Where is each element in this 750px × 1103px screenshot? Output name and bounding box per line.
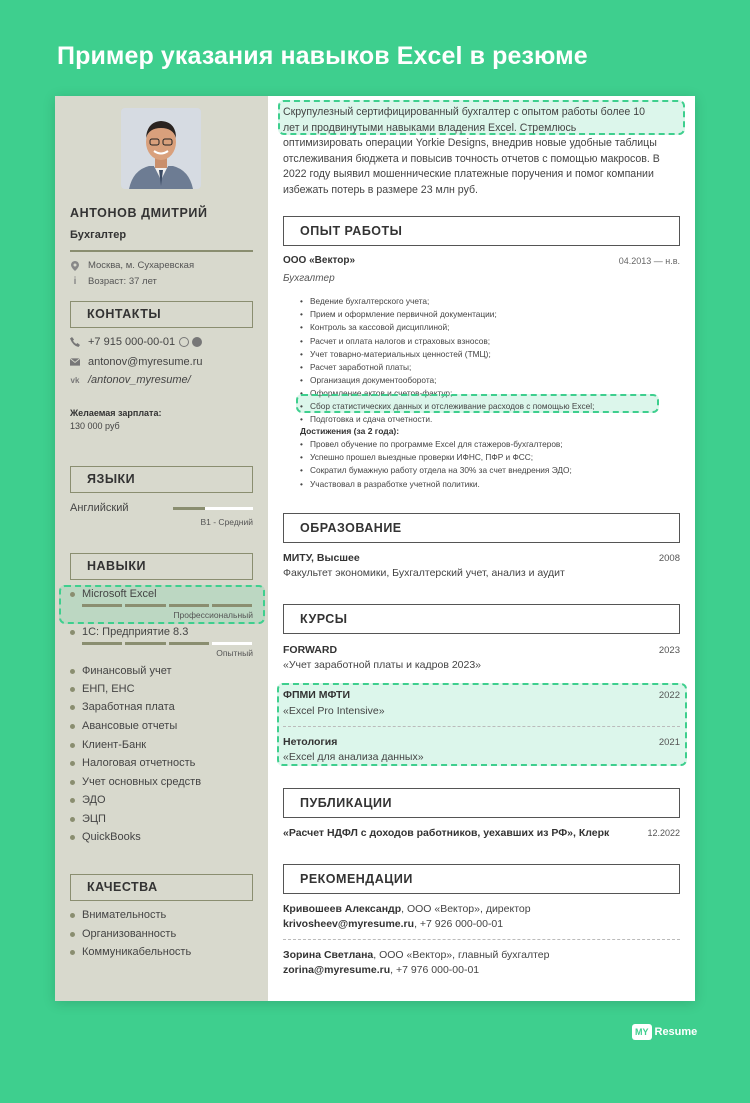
bullet-icon (70, 592, 75, 597)
skill-level: Профессиональный (173, 610, 253, 620)
skill-name: Учет основных средств (82, 776, 202, 788)
achievement-item: • Участвовал в разработке учетной политики. (300, 478, 572, 491)
age-row (70, 276, 157, 287)
resume-sidebar (55, 96, 268, 1001)
recommender-name: Зорина Светлана (283, 949, 374, 961)
summary-text: оптимизировать операции Yorkie Designs, внедрив новые удобные таблицы отслеживания бюджета и повысив точность отчетов с помощью макросов. В 2022 году выявил мошеннические платежные поручения и помог компании избежать потерь в размере 23 млн руб. (283, 137, 660, 196)
bullet-icon (70, 669, 75, 674)
bullet-icon (70, 761, 75, 766)
duty-item: • Контроль за кассовой дисциплиной; (300, 321, 497, 334)
recommender-email[interactable]: krivosheev@myresume.ru (283, 918, 415, 930)
quality-item (70, 928, 176, 940)
skill-name: QuickBooks (82, 831, 141, 843)
achievements-label: Достижения (за 2 года): (300, 426, 400, 436)
skill-name: ЭЦП (82, 813, 106, 825)
skill-item (70, 665, 172, 677)
language-name: Английский (70, 502, 129, 514)
course-org: Нетология (283, 736, 338, 748)
skill-level-segment (82, 642, 122, 645)
quality-name: Коммуникабельность (82, 946, 192, 958)
education-year: 2008 (658, 553, 680, 564)
logo-text: Resume (654, 1026, 698, 1038)
candidate-role: Бухгалтер (70, 229, 127, 241)
divider (70, 250, 253, 252)
skill-level-segment (169, 604, 209, 607)
contacts-heading: КОНТАКТЫ (70, 301, 253, 328)
recommender-phone: , +7 926 000-00-01 (414, 918, 504, 930)
bullet-icon (70, 913, 75, 918)
skill-name: Заработная плата (82, 701, 175, 713)
bullet-icon (70, 743, 75, 748)
duty-item: • Организация документооборота; (300, 374, 497, 387)
myresume-logo[interactable] (632, 1024, 697, 1040)
quality-item (70, 909, 166, 921)
skill-item (70, 683, 135, 695)
vk-icon: vk (70, 375, 80, 385)
qualities-heading: КАЧЕСТВА (70, 874, 253, 901)
summary-line: лет и продвинутыми навыками владения Excel. Стремлюсь (283, 121, 577, 134)
language-level-bar (173, 507, 253, 510)
skill-item (70, 794, 106, 806)
recommender-name: Кривошеев Александр (283, 903, 402, 915)
email-text[interactable]: antonov@myresume.ru (88, 356, 203, 368)
duty-item: • Расчет заработной платы; (300, 361, 497, 374)
course-org: FORWARD (283, 644, 338, 656)
skill-level-segment (212, 604, 252, 607)
resume-card (55, 96, 695, 1001)
recommendations-heading: РЕКОМЕНДАЦИИ (283, 864, 680, 894)
education-school: МИТУ, Высшее (283, 552, 360, 564)
vk-row (70, 374, 191, 386)
bullet-icon (70, 950, 75, 955)
education-heading: ОБРАЗОВАНИЕ (283, 513, 680, 543)
resume-main (268, 96, 695, 1001)
summary (283, 105, 683, 198)
email-icon (70, 357, 80, 367)
skill-item (70, 626, 188, 638)
skill-item (70, 776, 201, 788)
age-text: Возраст: 37 лет (88, 276, 157, 287)
duty-item: • Ведение бухгалтерского учета; (300, 295, 497, 308)
job-position: Бухгалтер (283, 273, 335, 284)
education-spec: Факультет экономики, Бухгалтерский учет, анализ и аудит (283, 567, 565, 579)
vk-text[interactable]: /antonov_myresume/ (88, 374, 191, 386)
location-pin-icon (70, 261, 80, 271)
bullet-icon (70, 798, 75, 803)
skill-level-bar (82, 642, 252, 645)
quality-item (70, 946, 191, 958)
bullet-icon (70, 724, 75, 729)
whatsapp-icon[interactable] (179, 337, 189, 347)
skill-item (70, 757, 195, 769)
duty-item: • Прием и оформление первичной документации; (300, 308, 497, 321)
skill-level: Опытный (216, 648, 253, 658)
recommender-email[interactable]: zorina@myresume.ru (283, 964, 391, 976)
skills-heading: НАВЫКИ (70, 553, 253, 580)
phone-row (70, 336, 202, 348)
skill-name: Microsoft Excel (82, 588, 157, 600)
bullet-icon (70, 630, 75, 635)
skill-level-segment (169, 642, 209, 645)
page-title: Пример указания навыков Excel в резюме (57, 42, 588, 70)
skill-name: ЕНП, ЕНС (82, 683, 135, 695)
phone-text[interactable]: +7 915 000-00-01 (88, 336, 176, 348)
publication-title: «Расчет НДФЛ с доходов работников, уехавших из РФ», Клерк (283, 827, 610, 839)
recommendation-contact (283, 918, 503, 930)
salary-value: 130 000 руб (70, 421, 120, 431)
skill-level-segment (82, 604, 122, 607)
skill-name: Авансовые отчеты (82, 720, 178, 732)
duties-list (300, 400, 594, 426)
avatar (121, 108, 201, 189)
experience-heading: ОПЫТ РАБОТЫ (283, 216, 680, 246)
bullet-icon (70, 687, 75, 692)
duty-item: • Сбор статистических данных и отслеживание расходов с помощью Excel; (300, 400, 594, 413)
job-company: ООО «Вектор» (283, 255, 356, 266)
phone-icon (70, 337, 80, 347)
duty-item: • Подготовка и сдача отчетности. (300, 413, 594, 426)
skill-level-segment (125, 642, 165, 645)
course-year: 2022 (658, 690, 680, 701)
logo-badge: MY (632, 1024, 652, 1040)
recommendation-contact (283, 964, 479, 976)
divider (283, 726, 680, 727)
quality-name: Внимательность (82, 909, 167, 921)
course-year: 2023 (658, 645, 680, 656)
course-name: «Учет заработной платы и кадров 2023» (283, 659, 482, 671)
job-dates: 04.2013 — н.в. (618, 256, 680, 266)
achievement-item: • Сократил бумажную работу отдела на 30% за счет внедрения ЭДО; (300, 464, 572, 477)
skill-name: Клиент-Банк (82, 739, 147, 751)
achievements-list (300, 438, 572, 491)
bullet-icon (70, 817, 75, 822)
skill-level-segment (125, 604, 165, 607)
recommendation (283, 949, 549, 961)
language-level-fill (173, 507, 205, 510)
duties-list (300, 295, 497, 401)
language-level: B1 - Средний (200, 517, 253, 527)
skill-name: 1С: Предприятие 8.3 (82, 626, 189, 638)
duty-item: • Учет товарно-материальных ценностей (ТМЦ); (300, 348, 497, 361)
recommender-info: , ООО «Вектор», главный бухгалтер (373, 949, 550, 961)
skill-name: Налоговая отчетность (82, 757, 196, 769)
candidate-name: АНТОНОВ ДМИТРИЙ (70, 206, 208, 220)
skill-level-segment (212, 642, 252, 645)
divider (283, 939, 680, 940)
course-name: «Excel для анализа данных» (283, 751, 424, 763)
bullet-icon (70, 780, 75, 785)
bullet-icon (70, 932, 75, 937)
email-row (70, 356, 203, 368)
info-icon: i (73, 276, 77, 287)
skill-name: ЭДО (82, 794, 106, 806)
location-row (70, 260, 194, 271)
recommender-info: , ООО «Вектор», директор (401, 903, 531, 915)
telegram-icon[interactable] (192, 337, 202, 347)
duty-item: • Оформление актов и счетов-фактур; (300, 387, 497, 400)
recommender-phone: , +7 976 000-00-01 (390, 964, 480, 976)
salary-label: Желаемая зарплата: (70, 408, 162, 418)
location-text: Москва, м. Сухаревская (88, 260, 195, 271)
course-name: «Excel Pro Intensive» (283, 705, 385, 717)
course-org: ФПМИ МФТИ (283, 689, 350, 701)
quality-name: Организованность (82, 928, 177, 940)
skill-item (70, 588, 157, 600)
summary-line: Скрупулезный сертифицированный бухгалтер с опытом работы более 10 (283, 106, 646, 118)
courses-heading: КУРСЫ (283, 604, 680, 634)
recommendation (283, 903, 531, 915)
course-year: 2021 (658, 737, 680, 748)
achievement-item: • Успешно прошел выездные проверки ИФНС, ПФР и ФСС; (300, 451, 572, 464)
skill-item (70, 813, 106, 825)
bullet-icon (70, 705, 75, 710)
bullet-icon (70, 835, 75, 840)
publication-date: 12.2022 (647, 828, 680, 838)
skill-level-bar (82, 604, 252, 607)
achievement-item: • Провел обучение по программе Excel для стажеров-бухгалтеров; (300, 438, 572, 451)
publications-heading: ПУБЛИКАЦИИ (283, 788, 680, 818)
duty-item: • Расчет и оплата налогов и страховых взносов; (300, 335, 497, 348)
skill-item (70, 831, 141, 843)
skill-item (70, 720, 177, 732)
languages-heading: ЯЗЫКИ (70, 466, 253, 493)
skill-name: Финансовый учет (82, 665, 172, 677)
skill-item (70, 739, 146, 751)
skill-item (70, 701, 175, 713)
